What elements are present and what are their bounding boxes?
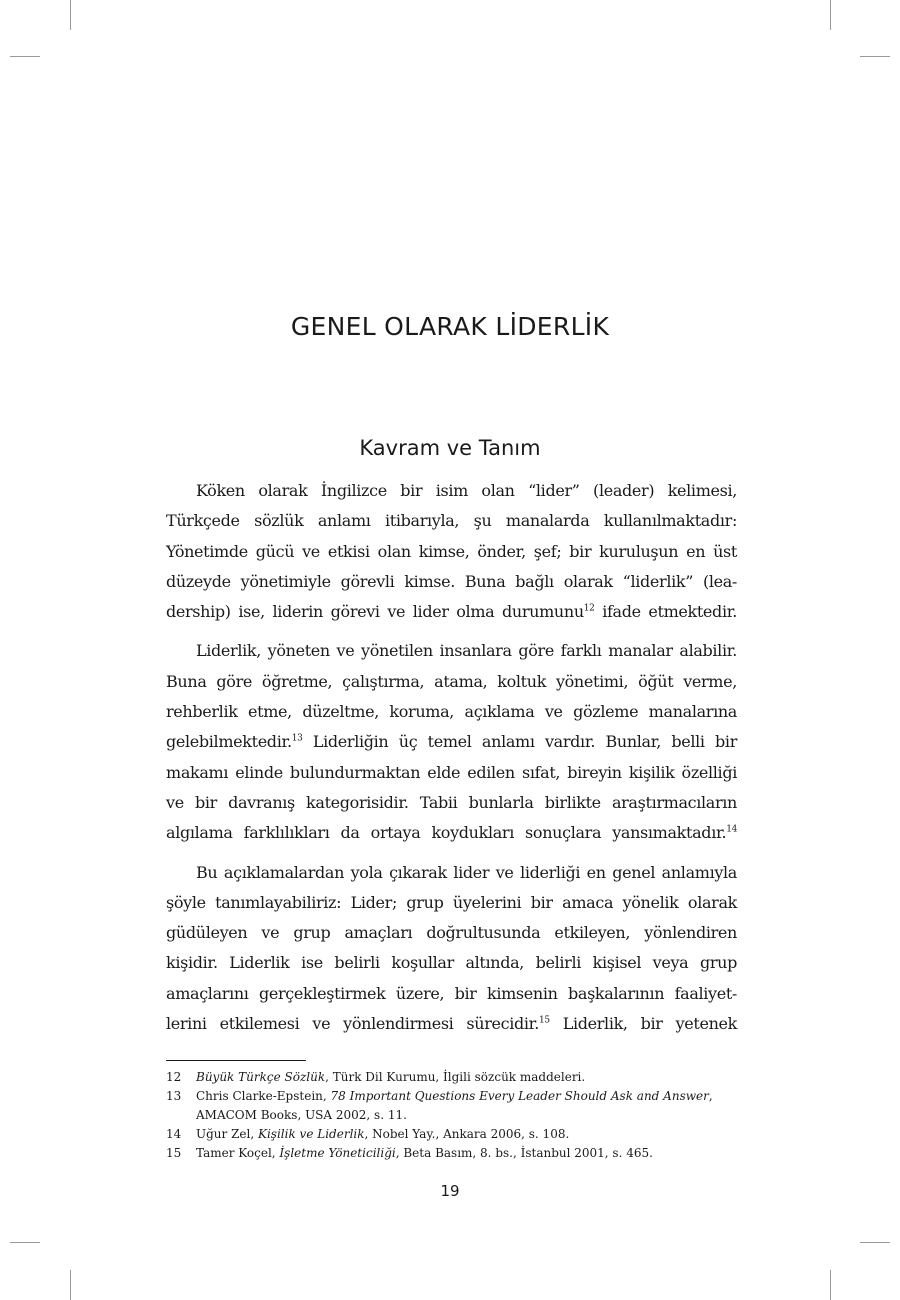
text-line: güdüleyen ve grup amaçları doğrultusunda etkileyen, yönlendiren xyxy=(166,923,737,943)
footnote-text: , xyxy=(708,1089,713,1103)
footnote-text: , Beta Basım, 8. bs., İstanbul 2001, s. 465. xyxy=(395,1146,653,1160)
text-line: Liderlik, yöneten ve yönetilen insanlara göre farklı manalar alabilir. xyxy=(196,641,737,661)
footnote-title: Büyük Türkçe Sözlük xyxy=(196,1070,326,1084)
footnote-number: 12 xyxy=(166,1070,182,1084)
section-title: Kavram ve Tanım xyxy=(359,436,541,460)
footnote-author: Tamer Koçel, xyxy=(196,1146,280,1160)
text-line: makamı elinde bulundurmaktan elde edilen sıfat, bireyin kişilik özelliği xyxy=(166,762,737,782)
paragraph-1 xyxy=(166,476,737,506)
footnote-text: , Türk Dil Kurumu, İlgili sözcük maddeleri. xyxy=(325,1070,586,1084)
text-line: gelebilmektedir.$^{13}$ Liderliğin üç temel anlamı vardır. Bunlar, belli bir xyxy=(166,732,737,752)
text-line: algılama farklılıkları da ortaya koydukları sonuçlara yansımaktadır.$^{14}$ xyxy=(166,823,737,843)
footnote-14 xyxy=(166,1125,741,1144)
footnote-text: , Nobel Yay., Ankara 2006, s. 108. xyxy=(364,1127,570,1141)
text-line: düzeyde yönetimiyle görevli kimse. Buna bağlı olarak “liderlik” (lea- xyxy=(166,571,737,591)
crop-mark-right-bottom xyxy=(860,1242,890,1243)
footnote-title: Kişilik ve Liderlik xyxy=(257,1127,365,1141)
footnote-title: 78 Important Questions Every Leader Should Ask and Answer xyxy=(330,1089,709,1103)
text-line: ve bir davranış kategorisidir. Tabii bunlarla birlikte araştırmacıların xyxy=(166,792,737,812)
page-number: 19 xyxy=(440,1182,460,1200)
crop-mark-left-bottom xyxy=(10,1242,40,1243)
paragraph-3 xyxy=(166,858,737,888)
text-line: Türkçede sözlük anlamı itibarıyla, şu manalarda kullanılmaktadır: xyxy=(166,511,737,531)
footnote-15 xyxy=(166,1144,741,1163)
text-line: şöyle tanımlayabiliriz: Lider; grup üyelerini bir amaca yönelik olarak xyxy=(166,892,737,912)
text-line: lerini etkilemesi ve yönlendirmesi sürecidir.$^{15}$ Liderlik, bir yetenek xyxy=(166,1014,737,1034)
paragraph-2 xyxy=(166,636,737,666)
footnote-number: 13 xyxy=(166,1089,182,1103)
crop-mark-right-top xyxy=(860,56,890,57)
footnote-author: Uğur Zel, xyxy=(196,1127,258,1141)
footnote-number: 15 xyxy=(166,1146,182,1160)
footnote-13 xyxy=(166,1087,741,1125)
text-line: rehberlik etme, düzeltme, koruma, açıklama ve gözleme manalarına xyxy=(166,702,737,722)
footnote-author: Chris Clarke-Epstein, xyxy=(196,1089,331,1103)
footnote-ref[interactable]: 13 xyxy=(291,734,303,745)
footnote-divider xyxy=(166,1060,306,1061)
text-line: amaçlarını gerçekleştirmek üzere, bir kimsenin başkalarının faaliyet- xyxy=(166,983,737,1003)
crop-mark-bottom-left xyxy=(70,1270,71,1300)
footnote-ref[interactable]: 15 xyxy=(538,1015,550,1026)
crop-mark-top-left xyxy=(70,0,71,30)
text-line: dership) ise, liderin görevi ve lider olma durumunu$^{12}$ ifade etmektedir. xyxy=(166,602,737,622)
footnote-number: 14 xyxy=(166,1127,182,1141)
text-line: kişidir. Liderlik ise belirli koşullar altında, belirli kişisel veya grup xyxy=(166,953,737,973)
chapter-title: GENEL OLARAK LİDERLİK xyxy=(290,312,610,341)
crop-mark-top-right xyxy=(830,0,831,30)
crop-mark-bottom-right xyxy=(830,1270,831,1300)
footnote-title: İşletme Yöneticiliği xyxy=(279,1146,396,1160)
footnote-12 xyxy=(166,1068,741,1087)
footnote-ref[interactable]: 12 xyxy=(583,603,595,614)
crop-mark-left-top xyxy=(10,56,40,57)
footnotes xyxy=(166,1068,741,1163)
text-line: Buna göre öğretme, çalıştırma, atama, koltuk yönetimi, öğüt verme, xyxy=(166,671,737,691)
footnote-text: AMACOM Books, USA 2002, s. 11. xyxy=(196,1108,407,1122)
text-line: Bu açıklamalardan yola çıkarak lider ve liderliği en genel anlamıyla xyxy=(196,862,737,882)
footnote-ref[interactable]: 14 xyxy=(726,824,737,835)
text-line: Yönetimde gücü ve etkisi olan kimse, önder, şef; bir kuruluşun en üst xyxy=(166,541,737,561)
text-line: Köken olarak İngilizce bir isim olan “lider” (leader) kelimesi, xyxy=(196,481,737,500)
body-text xyxy=(166,476,737,1039)
